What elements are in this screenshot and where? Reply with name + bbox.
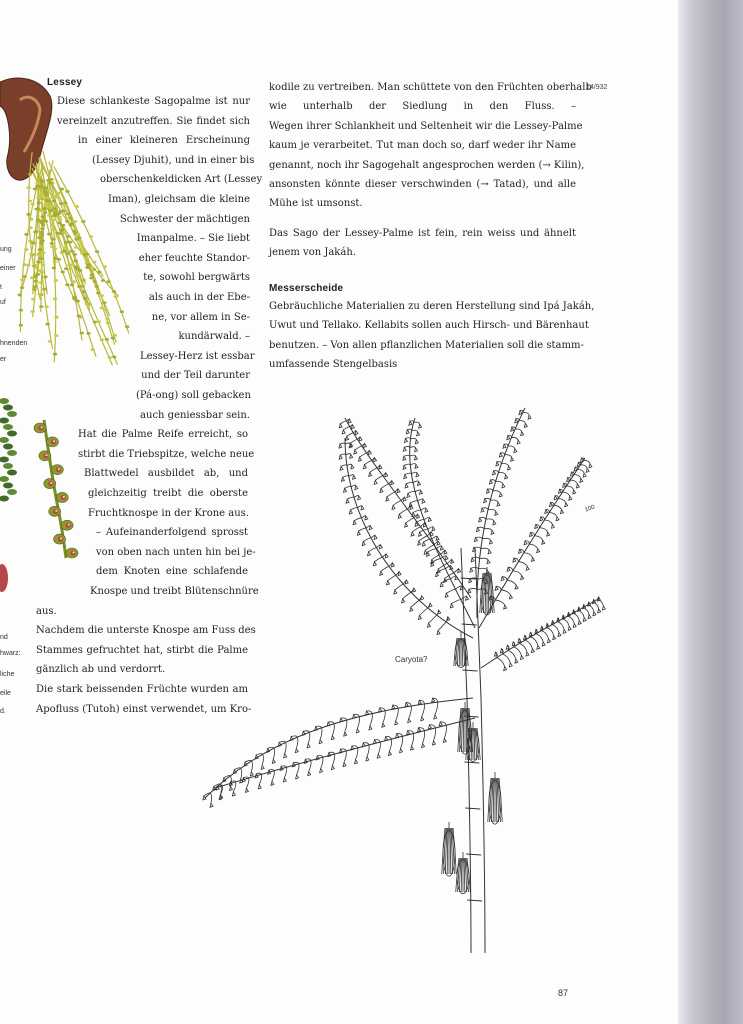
text-line: Nachdem die unterste Knospe am Fuss des bbox=[36, 625, 256, 637]
section-heading-messerscheide: Messerscheide bbox=[269, 283, 344, 294]
text-line: Knospe und treibt Blütenschnüre bbox=[90, 586, 259, 597]
text-line: in einer kleineren Erscheinung bbox=[78, 135, 250, 147]
page-number: 87 bbox=[558, 988, 569, 998]
text-line: gleichzeitig treibt die oberste bbox=[88, 488, 248, 499]
text-line: Blattwedel ausbildet ab, und bbox=[84, 468, 248, 480]
text-line: genannt, noch ihr Sagogehalt angesprochen werden (→ Kilin), bbox=[269, 159, 585, 171]
margin-note: d. bbox=[0, 708, 6, 715]
text-line: oberschenkeldicken Art (Lessey bbox=[100, 174, 263, 186]
text-line: von oben nach unten hin bei je- bbox=[96, 546, 256, 558]
margin-note: hnenden bbox=[0, 340, 28, 347]
text-line: Lessey-Herz ist essbar bbox=[140, 350, 255, 362]
edge-red-fruit-illustration bbox=[0, 558, 10, 598]
margin-note: eile bbox=[0, 690, 11, 697]
margin-note: er bbox=[0, 356, 7, 363]
drawing-caption: Caryota? bbox=[395, 655, 428, 664]
margin-note: nd bbox=[0, 634, 8, 641]
text-line: Schwester der mächtigen bbox=[119, 213, 250, 225]
margin-note: liche bbox=[0, 671, 15, 678]
reference-number: 14/932 bbox=[586, 84, 608, 91]
text-line: ne, vor allem in Se- bbox=[151, 311, 250, 323]
text-line: Hat die Palme Reife erreicht, so bbox=[78, 429, 248, 441]
text-line: (Lessey Djuhit), und in einer bis bbox=[92, 154, 255, 166]
edge-leaf-cluster-illustration bbox=[0, 395, 20, 505]
text-line: als auch in der Ebe- bbox=[148, 292, 250, 303]
text-line: und der Teil darunter bbox=[141, 370, 250, 382]
palm-line-drawing bbox=[195, 398, 615, 958]
fruit-string-illustration bbox=[38, 418, 78, 568]
text-line: jenem von Jakáh. bbox=[269, 247, 356, 259]
book-gutter-shadow bbox=[678, 0, 743, 1024]
text-line: Fruchtknospe in der Krone aus. bbox=[88, 507, 249, 519]
text-line: vereinzelt anzutreffen. Sie findet sich bbox=[57, 115, 250, 127]
text-line: (Pá-ong) soll gebacken bbox=[136, 390, 251, 401]
text-line: wie unterhalb der Siedlung in den Fluss. – bbox=[269, 101, 576, 113]
text-line: Wegen ihrer Schlankheit und Seltenheit wir die Lessey-Palme bbox=[269, 120, 583, 132]
section-heading-lessey: Lessey bbox=[47, 77, 83, 88]
text-line: Apofluss (Tutoh) einst verwendet, um Kro- bbox=[36, 703, 252, 715]
text-line: kaum je verarbeitet. Tut man doch so, darf weder ihr Name bbox=[269, 140, 576, 152]
text-line: Imanpalme. – Sie liebt bbox=[136, 233, 250, 245]
text-line: kundärwald. – bbox=[178, 331, 250, 343]
text-line: Diese schlankeste Sagopalme ist nur bbox=[57, 96, 250, 107]
text-line: auch geniessbar sein. bbox=[140, 409, 250, 421]
text-line: Stammes gefruchtet hat, stirbt die Palme bbox=[36, 644, 248, 656]
text-line: Das Sago der Lessey-Palme ist fein, rein weiss und ähnelt bbox=[269, 228, 576, 239]
margin-note: uf bbox=[0, 299, 6, 306]
text-line: Uwut und Tellako. Kellabits sollen auch Hirsch- und Bärenhaut bbox=[269, 320, 589, 332]
text-line: dem Knoten eine schlafende bbox=[96, 566, 248, 578]
text-line: ansonsten könnte dieser verschwinden (→ Tatad), und alle bbox=[269, 179, 576, 190]
text-line: aus. bbox=[36, 605, 57, 617]
text-line: umfassende Stengelbasis bbox=[269, 359, 398, 371]
text-line: Gebräuchliche Materialien zu deren Herstellung sind Ipá Jakáh, bbox=[269, 301, 595, 312]
text-line: Iman), gleichsam die kleine bbox=[108, 194, 250, 205]
text-line: stirbt die Triebspitze, welche neue bbox=[78, 448, 255, 460]
text-line: kodile zu vertreiben. Man schüttete von den Früchten oberhalb bbox=[269, 82, 592, 93]
margin-note: einer bbox=[0, 265, 16, 272]
text-line: te, sowohl bergwärts bbox=[143, 272, 250, 284]
text-line: eher feuchte Standor- bbox=[138, 252, 250, 264]
margin-note: ung bbox=[0, 246, 12, 253]
text-line: benutzen. – Von allen pflanzlichen Materialien soll die stamm- bbox=[269, 339, 584, 351]
text-line: gänzlich ab und verdorrt. bbox=[36, 664, 166, 676]
text-line: Mühe ist umsonst. bbox=[269, 198, 363, 210]
margin-note: t bbox=[0, 284, 2, 291]
text-line: – Aufeinanderfolgend sprosst bbox=[96, 527, 248, 539]
margin-note: hwarz: bbox=[0, 650, 21, 657]
drawing-small-label: 100 bbox=[584, 504, 596, 514]
text-line: Die stark beissenden Früchte wurden am bbox=[36, 684, 248, 695]
